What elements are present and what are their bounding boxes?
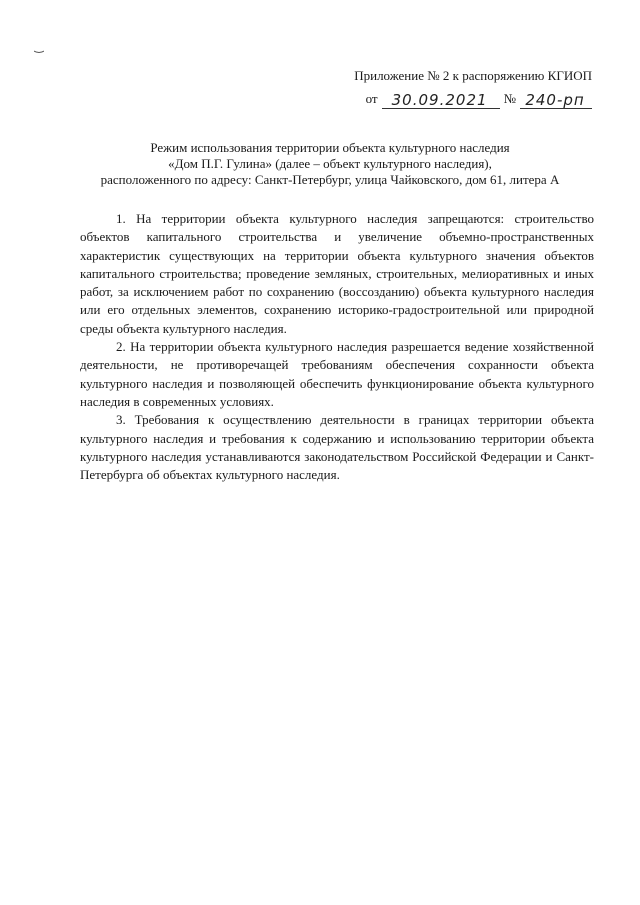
title-line-1: Режим использования территории объекта культурного наследия <box>150 140 510 155</box>
date-prefix: от <box>365 91 378 106</box>
appendix-line: Приложение № 2 к распоряжению КГИОП <box>354 68 592 83</box>
document-header <box>332 66 592 109</box>
title-line-3: расположенного по адресу: Санкт-Петербург, улица Чайковского, дом 61, литера А <box>100 172 560 187</box>
document-body <box>80 210 594 484</box>
paragraph-3: 3. Требования к осуществлению деятельности в границах территории объекта культурного наследия и требования к содержанию и использованию территории объекта культурного наследия устанавливаются законодательством Российской Федерации и Санкт-Петербурга об объектах культурного наследия. <box>80 412 594 483</box>
document-title <box>60 140 600 188</box>
paragraph-1: 1. На территории объекта культурного наследия запрещаются: строительство объектов капитального строительства и увеличение объемно-пространственных характеристик существующих на территории объекта культурного значения объектов капитального строительства; проведение земляных, строительных, мелиоративных и иных работ, за исключением работ по сохранению (воссозданию) объекта культурного наследия или его отдельных элементов, сохранению историко-градостроительной или природной среды объекта культурного наследия. <box>80 211 594 336</box>
handwritten-number: 240-рп <box>520 92 592 109</box>
date-number-row <box>332 89 592 109</box>
title-line-2: «Дом П.Г. Гулина» (далее – объект культурного наследия), <box>168 156 492 171</box>
handwritten-date: 30.09.2021 <box>382 92 500 109</box>
paragraph-2: 2. На территории объекта культурного наследия разрешается ведение хозяйственной деятельности, не противоречащей требованиям обеспечения сохранности объекта культурного наследия и позволяющей обеспечить функционирование объекта культурного наследия в современных условиях. <box>80 339 594 409</box>
number-label: № <box>503 91 516 106</box>
scan-mark-icon <box>34 50 44 54</box>
